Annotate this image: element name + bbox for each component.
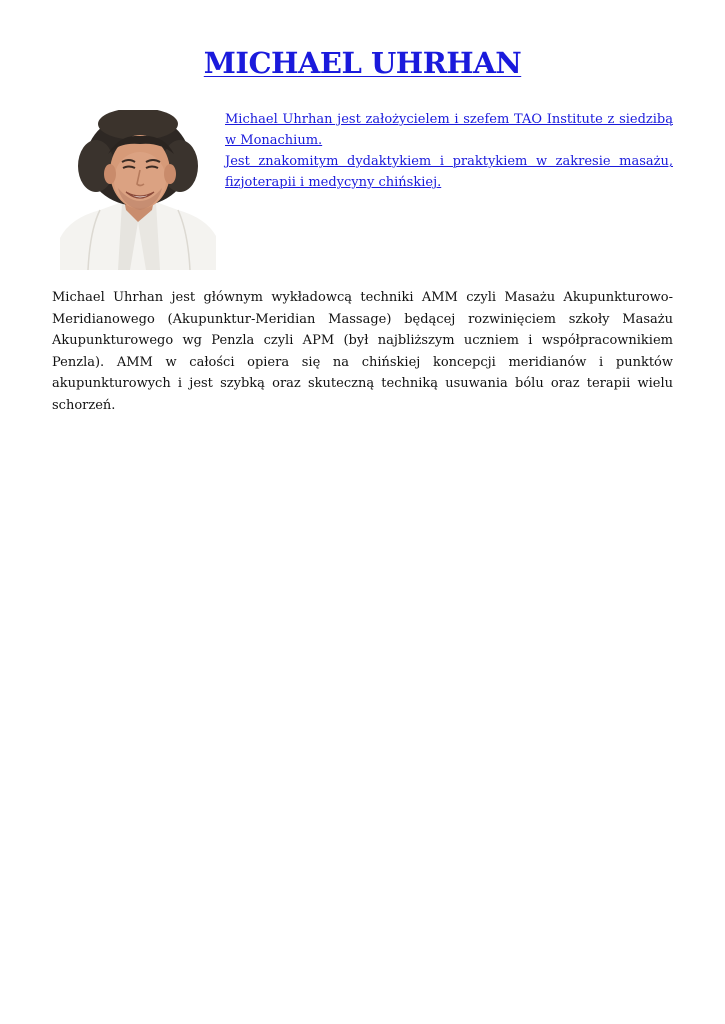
intro-text: [225, 109, 673, 193]
page-title[interactable]: MICHAEL UHRHAN: [203, 46, 522, 80]
intro-link-teacher[interactable]: Jest znakomitym dydaktykiem i praktykiem w zakresie masażu, fizjoterapii i medycyny chińskiej.: [225, 154, 673, 190]
portrait-illustration: [60, 110, 216, 270]
portrait-photo: [60, 110, 216, 270]
article-paragraph: Michael Uhrhan jest głównym wykładowcą techniki AMM czyli Masażu Akupunkturowo-Meridianowego (Akupunktur-Meridian Massage) będącej rozwinięciem szkoły Masażu Akupunkturowego wg Penzla czyli APM (był najbliższym uczniem i współpracownikiem Penzla). AMM w całości opiera się na chińskiej koncepcji meridianów i punktów akupunkturowych i jest szybką oraz skuteczną techniką usuwania bólu oraz terapii wielu schorzeń.: [52, 290, 673, 413]
intro-link-founder[interactable]: Michael Uhrhan jest założycielem i szefem TAO Institute z siedzibą w Monachium.: [225, 112, 673, 148]
